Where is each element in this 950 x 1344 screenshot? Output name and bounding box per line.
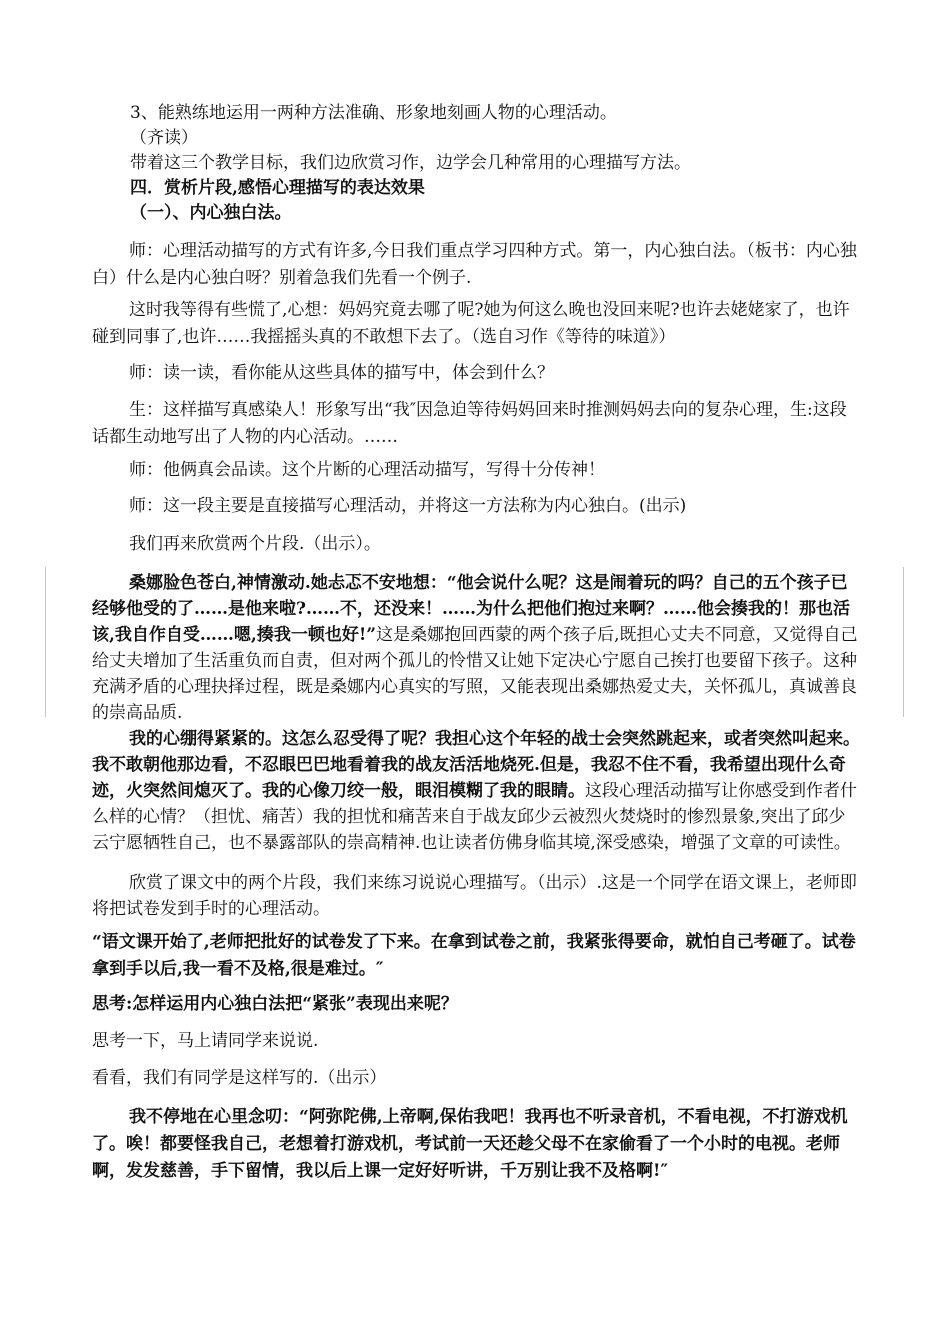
- heart-excerpt-paragraph: [92, 726, 862, 856]
- sangna-excerpt-comment: 这是桑娜抱回西蒙的两个孩子后,既担心丈夫不同意，又觉得自己给丈夫增加了生活重负而自责，但对两个孤儿的怜惜又让她下定决心宁愿自己挨打也要留下孩子。这种充满矛盾的心理抉择过程，既是桑娜内心真实的写照，又能表现出桑娜热爱丈夫，关怀孤儿，真诚善良的崇高品质.: [92, 625, 858, 723]
- subsection-1-title: （一）、内心独白法。: [130, 203, 292, 223]
- sangna-excerpt-paragraph: [92, 570, 862, 726]
- excerpt-margin-left: [45, 567, 46, 717]
- student-wrote: 看看，我们有同学是这样写的.（出示）: [92, 1068, 387, 1088]
- exam-quote: “语文课开始了,老师把批好的试卷发了下来。在拿到试卷之前，我紧张得要命，就怕自己考砸了。试卷拿到手以后,我一看不及格,很是难过。″: [92, 932, 856, 979]
- read-together-note: （齐读）: [130, 128, 198, 148]
- teacher-define: 师：这一段主要是直接描写心理活动，并将这一方法称为内心独白。(出示): [129, 496, 687, 516]
- practice-intro: 欣赏了课文中的两个片段，我们来练习说说心理描写。（出示）.这是一个同学在语文课上，老师即将把试卷发到手时的心理活动。: [92, 873, 857, 919]
- excerpt-margin-right: [903, 567, 904, 717]
- teacher-intro-paragraph: 师：心理活动描写的方式有许多,今日我们重点学习四种方式。第一，内心独白法。（板书：内心独白）什么是内心独白呀？别着急我们先看一个例子.: [92, 241, 857, 288]
- think-moment: 思考一下，马上请同学来说说.: [92, 1031, 319, 1051]
- sangna-excerpt-quote: 桑娜脸色苍白,神情激动.她忐忑不安地想：“他会说什么呢？这是闹着玩的吗？自己的五个孩子已经够他受的了……是他来啦?……不，还没来！……为什么把他们抱过来啊？……他会揍我的！那也活该,我自作自受……嗯,揍我一顿也好!”: [92, 573, 850, 645]
- two-more-excerpts: 我们再来欣赏两个片段.（出示）。: [129, 534, 381, 554]
- heart-excerpt-comment: 这段心理活动描写让你感受到作者什么样的心情？（担忧、痛苦）我的担忧和痛苦来自于战友邱少云被烈火焚烧时的惨烈景象,突出了邱少云宁愿牺牲自己，也不暴露部队的崇高精神.也让读者仿佛身临其境,深受感染，增强了文章的可读性。: [92, 781, 857, 853]
- teacher-praise: 师：他俩真会品读。这个片断的心理活动描写，写得十分传神！: [129, 460, 605, 480]
- teacher-read-prompt: 师：读一读，看你能从这些具体的描写中，体会到什么？: [129, 363, 554, 383]
- student-sample-paragraph: 我不停地在心里念叨：“阿弥陀佛,上帝啊,保佑我吧！我再也不听录音机，不看电视，不打游戏机了。唉！都要怪我自己，老想着打游戏机，考试前一天还趁父母不在家偷看了一个小时的电视。老师啊，发发慈善，手下留情，我以后上课一定好好听讲，千万别让我不及格啊!″: [92, 1107, 848, 1181]
- student-answer-paragraph: 生：这样描写真感染人！形象写出“我″因急迫等待妈妈回来时推测妈妈去向的复杂心理，生:这段话都生动地写出了人物的内心活动。……: [92, 400, 847, 447]
- heart-excerpt-quote: 我的心绷得紧紧的。这怎么忍受得了呢？我担心这个年轻的战士会突然跳起来，或者突然叫起来。我不敢朝他那边看，不忍眼巴巴地看着我的战友活活地烧死.但是，我忍不住不看，我希望出现什么奇迹，火突然间熄灭了。我的心像刀绞一般，眼泪模糊了我的眼睛。: [92, 729, 860, 801]
- example-waiting-paragraph: 这时我等得有些慌了,心想：妈妈究竟去哪了呢?她为何这么晚也没回来呢?也许去姥姥家了，也许碰到同事了,也许……我摇摇头真的不敢想下去了。（选自习作《等待的味道》）: [92, 300, 850, 347]
- goal-3: 3、能熟练地运用一两种方法准确、形象地刻画人物的心理活动。: [130, 103, 617, 123]
- intro-line: 带着这三个教学目标，我们边欣赏习作，边学会几种常用的心理描写方法。: [130, 153, 691, 173]
- section-4-title: 四．赏析片段,感悟心理描写的表达效果: [130, 178, 425, 198]
- think-question: 思考:怎样运用内心独白法把“紧张”表现出来呢？: [92, 994, 458, 1014]
